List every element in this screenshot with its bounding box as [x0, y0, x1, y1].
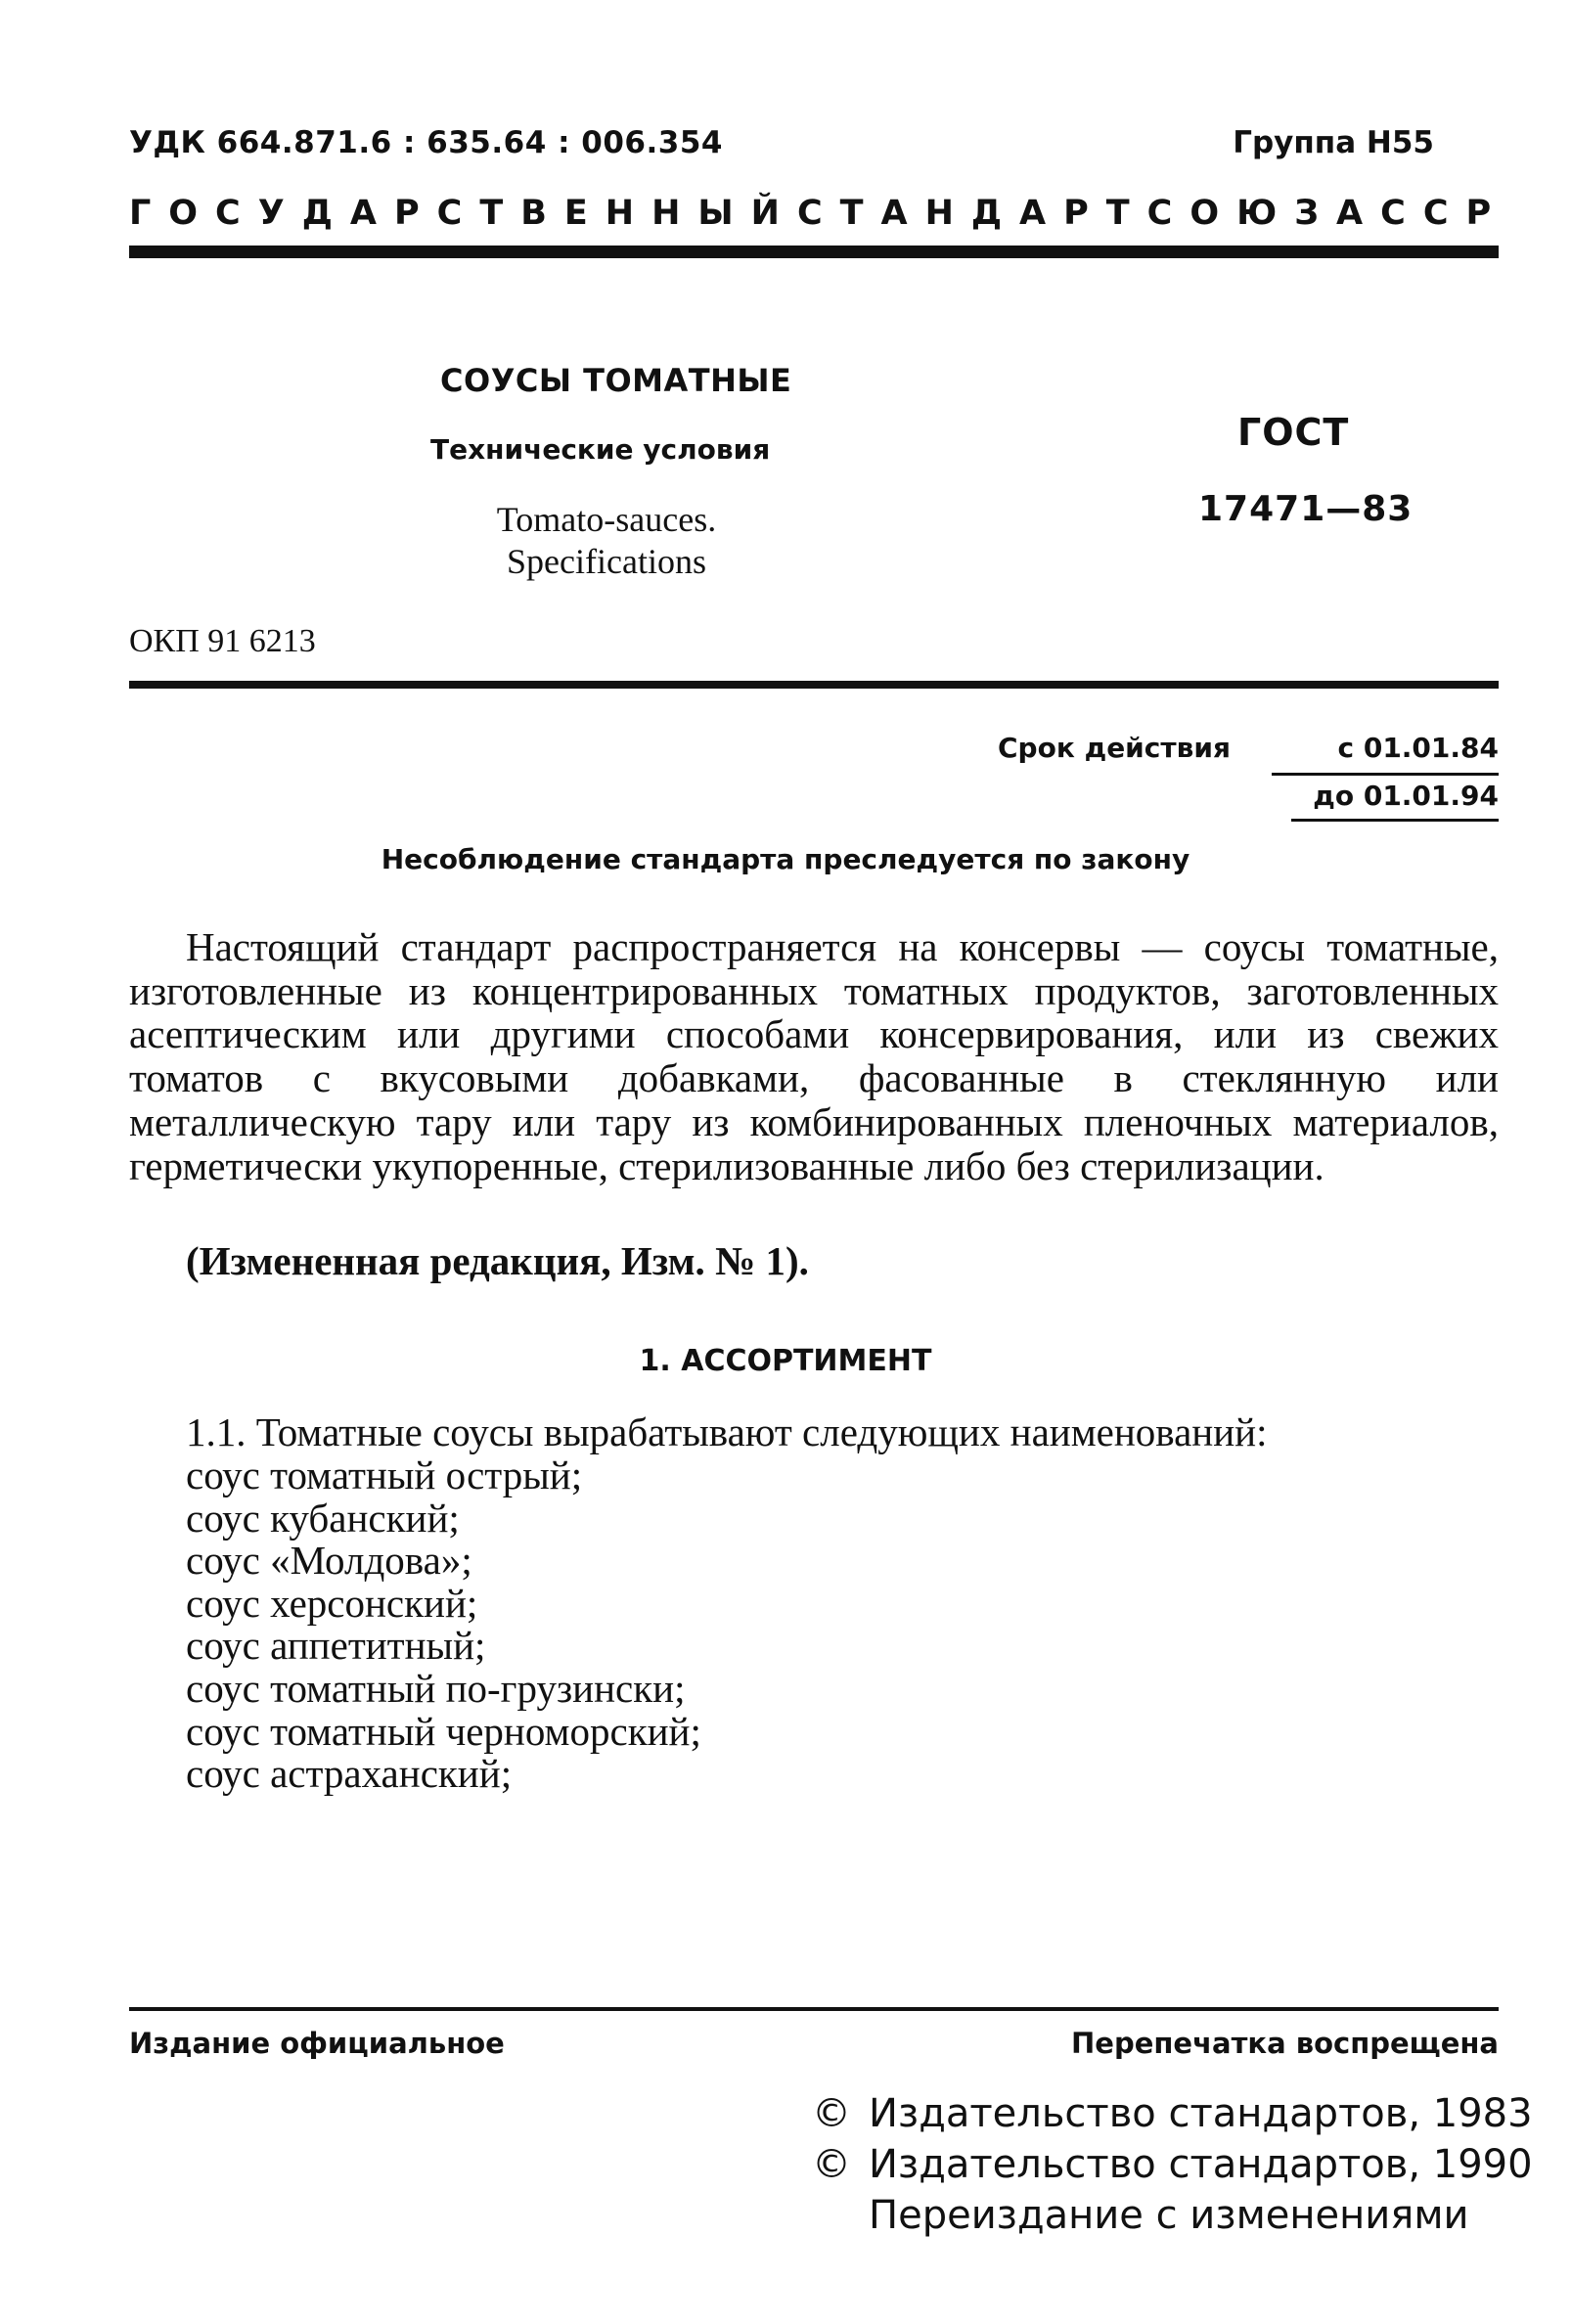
udk-code: УДК 664.871.6 : 635.64 : 006.354	[129, 125, 723, 160]
gost-label: ГОСТ	[1237, 411, 1350, 454]
gov-standard-word: ГОСУДАРСТВЕННЫЙ	[129, 194, 797, 233]
okp-code: ОКП 91 6213	[129, 623, 316, 659]
validity-underline	[1291, 819, 1499, 822]
group-code: Группа Н55	[1233, 125, 1434, 160]
english-title-line: Specifications	[507, 542, 706, 581]
section-title: 1. АССОРТИМЕНТ	[639, 1344, 932, 1378]
list-item: соус херсонский;	[186, 1580, 478, 1626]
list-item: соус томатный по-грузински;	[186, 1665, 686, 1711]
amendment-note: (Измененная редакция, Изм. № 1).	[186, 1238, 809, 1283]
list-item: соус аппетитный;	[186, 1623, 486, 1669]
footer-divider	[129, 2007, 1499, 2011]
law-notice: Несоблюдение стандарта преследуется по закону	[381, 843, 1190, 875]
document-subtitle: Технические условия	[430, 433, 771, 466]
assortment-intro: 1.1. Томатные соусы вырабатывают следующих наименований:	[186, 1409, 1268, 1454]
validity-underline	[1272, 773, 1499, 776]
validity-to: до 01.01.94	[1313, 780, 1499, 812]
reissue-text: Переиздание с изменениями	[869, 2193, 1469, 2238]
gov-standard-word: СТАНДАРТ	[796, 194, 1147, 233]
copyright-icon: ©	[812, 2091, 851, 2136]
copyright-text: Издательство стандартов, 1990	[869, 2142, 1533, 2187]
document-title: СОУСЫ ТОМАТНЫЕ	[440, 362, 792, 399]
english-title-line: Tomato-sauces.	[496, 500, 717, 539]
gost-number: 17471—83	[1198, 489, 1414, 529]
gov-standard-word: СОЮЗА	[1146, 194, 1381, 233]
list-item: соус кубанский;	[186, 1495, 460, 1541]
reissue-line	[812, 2190, 1533, 2241]
validity-label: Срок действия	[998, 732, 1231, 764]
reprint-notice: Перепечатка воспрещена	[1071, 2027, 1499, 2060]
copyright-line	[812, 2088, 1533, 2139]
title-divider	[129, 681, 1499, 689]
header-divider	[129, 246, 1499, 258]
copyright-block	[812, 2088, 1533, 2241]
list-item: соус томатный острый;	[186, 1452, 583, 1497]
copyright-line	[812, 2139, 1533, 2190]
copyright-text: Издательство стандартов, 1983	[869, 2091, 1533, 2136]
list-item: соус томатный черноморский;	[186, 1708, 701, 1754]
edition-note: Издание официальное	[129, 2027, 505, 2060]
validity-from: с 01.01.84	[1337, 732, 1499, 764]
list-item: соус астраханский;	[186, 1751, 513, 1797]
english-title	[411, 499, 802, 583]
gov-standard-word: ССР	[1380, 194, 1509, 233]
copyright-icon: ©	[812, 2142, 851, 2187]
sauce-list	[186, 1454, 701, 1796]
gov-standard-banner	[129, 194, 1509, 233]
intro-paragraph: Настоящий стандарт распространяется на консервы — соусы томатные, изготовленные из концентрированных томатных продуктов, заготовленных асептическим или другими способами консервирования, или из свежих томатов с вкусовыми добавками, фасованные в стеклянную или металлическую тару или тару из комбинированных пленочных материалов, герметически укупоренные, стерилизованные либо без стерилизации.	[129, 924, 1499, 1188]
list-item: соус «Молдова»;	[186, 1538, 472, 1584]
